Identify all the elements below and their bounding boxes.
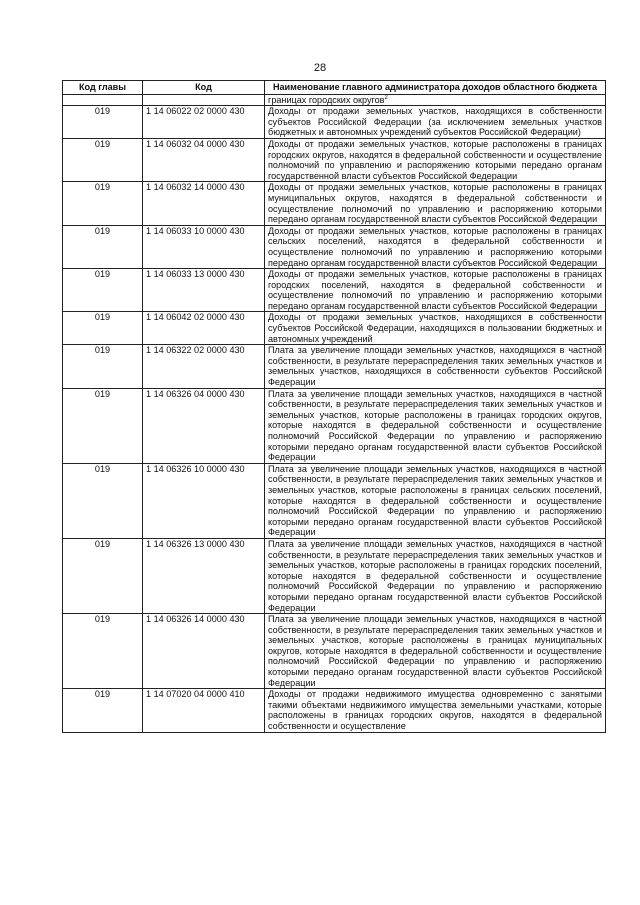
chapter-code-cell: 019 bbox=[63, 106, 143, 139]
table-row bbox=[63, 345, 606, 388]
code-cell: 1 14 06326 13 0000 430 bbox=[143, 538, 265, 613]
continuation-name-cell bbox=[265, 94, 606, 106]
continuation-chapter-cell bbox=[63, 94, 143, 106]
header-chapter-code: Код главы bbox=[63, 81, 143, 95]
administrator-name-cell: Доходы от продажи земельных участков, находящихся в собственности субъектов Российской Федерации (за исключением земельных участков бюджетных и автономных учреждений субъектов Российской Федерации) bbox=[265, 106, 606, 139]
footnote-marker: 2 bbox=[384, 94, 388, 101]
revenue-administrators-table bbox=[62, 80, 606, 733]
table-row bbox=[63, 225, 606, 268]
code-cell: 1 14 07020 04 0000 410 bbox=[143, 689, 265, 732]
chapter-code-cell: 019 bbox=[63, 689, 143, 732]
code-cell: 1 14 06033 13 0000 430 bbox=[143, 269, 265, 312]
code-cell: 1 14 06032 14 0000 430 bbox=[143, 182, 265, 225]
chapter-code-cell: 019 bbox=[63, 182, 143, 225]
code-cell: 1 14 06326 04 0000 430 bbox=[143, 388, 265, 463]
table-row bbox=[63, 614, 606, 689]
table-row bbox=[63, 463, 606, 538]
code-cell: 1 14 06022 02 0000 430 bbox=[143, 106, 265, 139]
table-row bbox=[63, 182, 606, 225]
administrator-name-cell: Доходы от продажи земельных участков, находящихся в собственности субъектов Российской Федерации, находящихся в пользовании бюджетных и автономных учреждений bbox=[265, 312, 606, 345]
administrator-name-cell: Плата за увеличение площади земельных участков, находящихся в частной собственности, в результате перераспределения таких земельных участков и земельных участков, которые расположены в границах городских поселений, которые находятся в федеральной собственности и осуществление полномочий Российской Федерации по управлению и распоряжению которыми передано органам государственной власти субъектов Российской Федерации bbox=[265, 538, 606, 613]
table-header-row bbox=[63, 81, 606, 95]
table-row bbox=[63, 538, 606, 613]
continuation-text: границах городских округов bbox=[268, 94, 385, 105]
chapter-code-cell: 019 bbox=[63, 345, 143, 388]
administrator-name-cell: Доходы от продажи земельных участков, которые расположены в границах муниципальных округов, находятся в федеральной собственности и осуществление полномочий по управлению и распоряжению которыми передано органам государственной власти субъектов Российской Федерации bbox=[265, 182, 606, 225]
code-cell: 1 14 06042 02 0000 430 bbox=[143, 312, 265, 345]
chapter-code-cell: 019 bbox=[63, 138, 143, 181]
chapter-code-cell: 019 bbox=[63, 312, 143, 345]
chapter-code-cell: 019 bbox=[63, 614, 143, 689]
administrator-name-cell: Плата за увеличение площади земельных участков, находящихся в частной собственности, в результате перераспределения таких земельных участков и земельных участков, которые расположены в границах муниципальных округов, которые находятся в федеральной собственности и осуществление полномочий Российской Федерации по управлению и распоряжению которыми передано органам государственной власти субъектов Российской Федерации bbox=[265, 614, 606, 689]
table-row bbox=[63, 312, 606, 345]
code-cell: 1 14 06322 02 0000 430 bbox=[143, 345, 265, 388]
code-cell: 1 14 06326 10 0000 430 bbox=[143, 463, 265, 538]
code-cell: 1 14 06032 04 0000 430 bbox=[143, 138, 265, 181]
administrator-name-cell: Плата за увеличение площади земельных участков, находящихся в частной собственности, в результате перераспределения таких земельных участков и земельных участков, находящихся в собственности субъектов Российской Федерации bbox=[265, 345, 606, 388]
chapter-code-cell: 019 bbox=[63, 463, 143, 538]
code-cell: 1 14 06326 14 0000 430 bbox=[143, 614, 265, 689]
chapter-code-cell: 019 bbox=[63, 538, 143, 613]
header-code: Код bbox=[143, 81, 265, 95]
chapter-code-cell: 019 bbox=[63, 388, 143, 463]
chapter-code-cell: 019 bbox=[63, 225, 143, 268]
administrator-name-cell: Доходы от продажи недвижимого имущества одновременно с занятыми такими объектами недвижимого имущества земельными участками, которые расположены в границах городских округов, находятся в федеральной собственности и осуществление bbox=[265, 689, 606, 732]
table-row bbox=[63, 689, 606, 732]
table-row bbox=[63, 106, 606, 139]
header-administrator-name: Наименование главного администратора доходов областного бюджета bbox=[265, 81, 606, 95]
administrator-name-cell: Плата за увеличение площади земельных участков, находящихся в частной собственности, в результате перераспределения таких земельных участков и земельных участков, которые расположены в границах сельских поселений, которые находятся в федеральной собственности и осуществление полномочий Российской Федерации по управлению и распоряжению которыми передано органам государственной власти субъектов Российской Федерации bbox=[265, 463, 606, 538]
table-row bbox=[63, 138, 606, 181]
table-row bbox=[63, 269, 606, 312]
continuation-code-cell bbox=[143, 94, 265, 106]
code-cell: 1 14 06033 10 0000 430 bbox=[143, 225, 265, 268]
page-number: 28 bbox=[313, 62, 327, 74]
administrator-name-cell: Доходы от продажи земельных участков, которые расположены в границах городских округов, находятся в федеральной собственности и осуществление полномочий по управлению и распоряжению которыми передано органам государственной власти субъектов Российской Федерации bbox=[265, 138, 606, 181]
continuation-row bbox=[63, 94, 606, 106]
administrator-name-cell: Плата за увеличение площади земельных участков, находящихся в частной собственности, в результате перераспределения таких земельных участков и земельных участков, которые расположены в границах городских округов, которые находятся в федеральной собственности и осуществление полномочий Российской Федерации по управлению и распоряжению которыми передано органам государственной власти субъектов Российской Федерации bbox=[265, 388, 606, 463]
administrator-name-cell: Доходы от продажи земельных участков, которые расположены в границах сельских поселений, находятся в федеральной собственности и осуществление полномочий по управлению и распоряжению которыми передано органам государственной власти субъектов Российской Федерации bbox=[265, 225, 606, 268]
chapter-code-cell: 019 bbox=[63, 269, 143, 312]
table-row bbox=[63, 388, 606, 463]
administrator-name-cell: Доходы от продажи земельных участков, которые расположены в границах городских поселений, находятся в федеральной собственности и осуществление полномочий по управлению и распоряжению которыми передано органам государственной власти субъектов Российской Федерации bbox=[265, 269, 606, 312]
